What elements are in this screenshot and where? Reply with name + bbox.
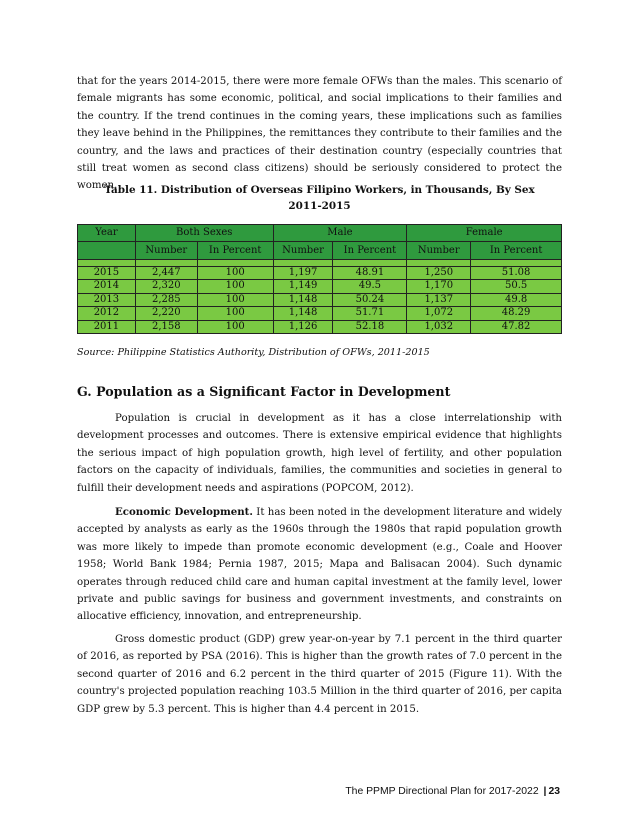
cell-female-percent: 49.8	[471, 293, 562, 306]
header-both-percent: In Percent	[197, 242, 273, 260]
cell-female-percent: 50.5	[471, 280, 562, 293]
cell-female-number: 1,137	[407, 293, 471, 306]
cell-female-percent: 51.08	[471, 267, 562, 280]
cell-both-number: 2,158	[135, 320, 197, 333]
table-row	[78, 320, 562, 333]
table-caption	[77, 183, 562, 214]
paragraph-economic-development	[77, 504, 562, 626]
cell-female-percent: 48.29	[471, 307, 562, 320]
table-header-row-groups	[78, 225, 562, 242]
cell-both-number: 2,447	[135, 267, 197, 280]
header-female-number: Number	[407, 242, 471, 260]
paragraph-population: Population is crucial in development as it has a close interrelationship with development processes and outcomes. There is extensive empirical evidence that highlights the serious impact of high population growth, high level of fertility, and other population factors on the capacity of individuals, families, the communities and societies in general to fulfill their development needs and aspirations (POPCOM, 2012).	[77, 413, 562, 494]
cell-female-number: 1,032	[407, 320, 471, 333]
header-both-sexes: Both Sexes	[135, 225, 273, 242]
header-both-number: Number	[135, 242, 197, 260]
cell-male-percent: 51.71	[333, 307, 407, 320]
economic-development-lead: Economic Development.	[115, 506, 253, 518]
header-blank	[78, 242, 136, 260]
cell-both-percent: 100	[197, 307, 273, 320]
cell-both-number: 2,285	[135, 293, 197, 306]
table-source-note: Source: Philippine Statistics Authority, Distribution of OFWs, 2011-2015	[77, 347, 430, 358]
table-spacer-row	[78, 260, 562, 267]
header-male-percent: In Percent	[333, 242, 407, 260]
cell-female-number: 1,072	[407, 307, 471, 320]
paragraph-gdp: Gross domestic product (GDP) grew year-on-year by 7.1 percent in the third quarter of 2016, as reported by PSA (2016). This is higher than the growth rates of 7.0 percent in the second quarter of 2016 and 6.2 percent in the third quarter of 2015 (Figure 11). With the country's projected population reaching 103.5 Million in the third quarter of 2016, per capita GDP grew by 5.3 percent. This is higher than 4.4 percent in 2015.	[77, 634, 562, 715]
cell-year: 2014	[78, 280, 136, 293]
cell-male-percent: 49.5	[333, 280, 407, 293]
header-male: Male	[273, 225, 407, 242]
footer-title: The PPMP Directional Plan for 2017-2022	[345, 786, 539, 797]
cell-male-number: 1,126	[273, 320, 333, 333]
paragraph-ofw-implications: that for the years 2014-2015, there were more female OFWs than the males. This scenario of female migrants has some economic, political, and social implications to their families and the country. If the trend continues in the coming years, these implications such as families they leave behind in the Philippines, the remittances they contribute to their families and the country, and the laws and practices of their destination country (especially countries that still treat women as second class citizens) should be seriously considered to protect the women.	[77, 76, 562, 192]
table-row	[78, 293, 562, 306]
header-female-percent: In Percent	[471, 242, 562, 260]
header-female: Female	[407, 225, 562, 242]
table-row	[78, 307, 562, 320]
header-year: Year	[78, 225, 136, 242]
cell-male-percent: 50.24	[333, 293, 407, 306]
cell-both-percent: 100	[197, 280, 273, 293]
cell-female-percent: 47.82	[471, 320, 562, 333]
page-footer	[345, 786, 560, 797]
cell-both-percent: 100	[197, 320, 273, 333]
cell-male-number: 1,148	[273, 293, 333, 306]
table-row	[78, 280, 562, 293]
cell-year: 2015	[78, 267, 136, 280]
section-heading: G. Population as a Significant Factor in Development	[77, 384, 451, 399]
page-number: 23	[548, 786, 560, 797]
cell-male-percent: 52.18	[333, 320, 407, 333]
ofw-distribution-table	[77, 224, 562, 334]
table-caption-title: Table 11. Distribution of Overseas Filipino Workers, in Thousands, By Sex	[104, 184, 535, 196]
cell-year: 2012	[78, 307, 136, 320]
table-row	[78, 267, 562, 280]
table-caption-years: 2011-2015	[288, 199, 351, 212]
footer-separator: |	[543, 786, 547, 797]
cell-year: 2011	[78, 320, 136, 333]
cell-male-number: 1,148	[273, 307, 333, 320]
cell-both-percent: 100	[197, 293, 273, 306]
cell-male-percent: 48.91	[333, 267, 407, 280]
cell-year: 2013	[78, 293, 136, 306]
economic-development-body: It has been noted in the development literature and widely accepted by analysts as early as the 1960s through the 1980s that rapid population growth was more likely to impede than promote economic development (e.g., Coale and Hoover 1958; World Bank 1984; Pernia 1987, 2015; Mapa and Balisacan 2004). Such dynamic operates through reduced child care and human capital investment at the family level, lower private and public savings for business and government investments, and constraints on allocative efficiency, innovation, and entrepreneurship.	[77, 507, 562, 623]
table-header-row-subheaders	[78, 242, 562, 260]
cell-both-number: 2,320	[135, 280, 197, 293]
cell-both-percent: 100	[197, 267, 273, 280]
cell-male-number: 1,149	[273, 280, 333, 293]
cell-both-number: 2,220	[135, 307, 197, 320]
cell-female-number: 1,250	[407, 267, 471, 280]
cell-male-number: 1,197	[273, 267, 333, 280]
cell-female-number: 1,170	[407, 280, 471, 293]
header-male-number: Number	[273, 242, 333, 260]
